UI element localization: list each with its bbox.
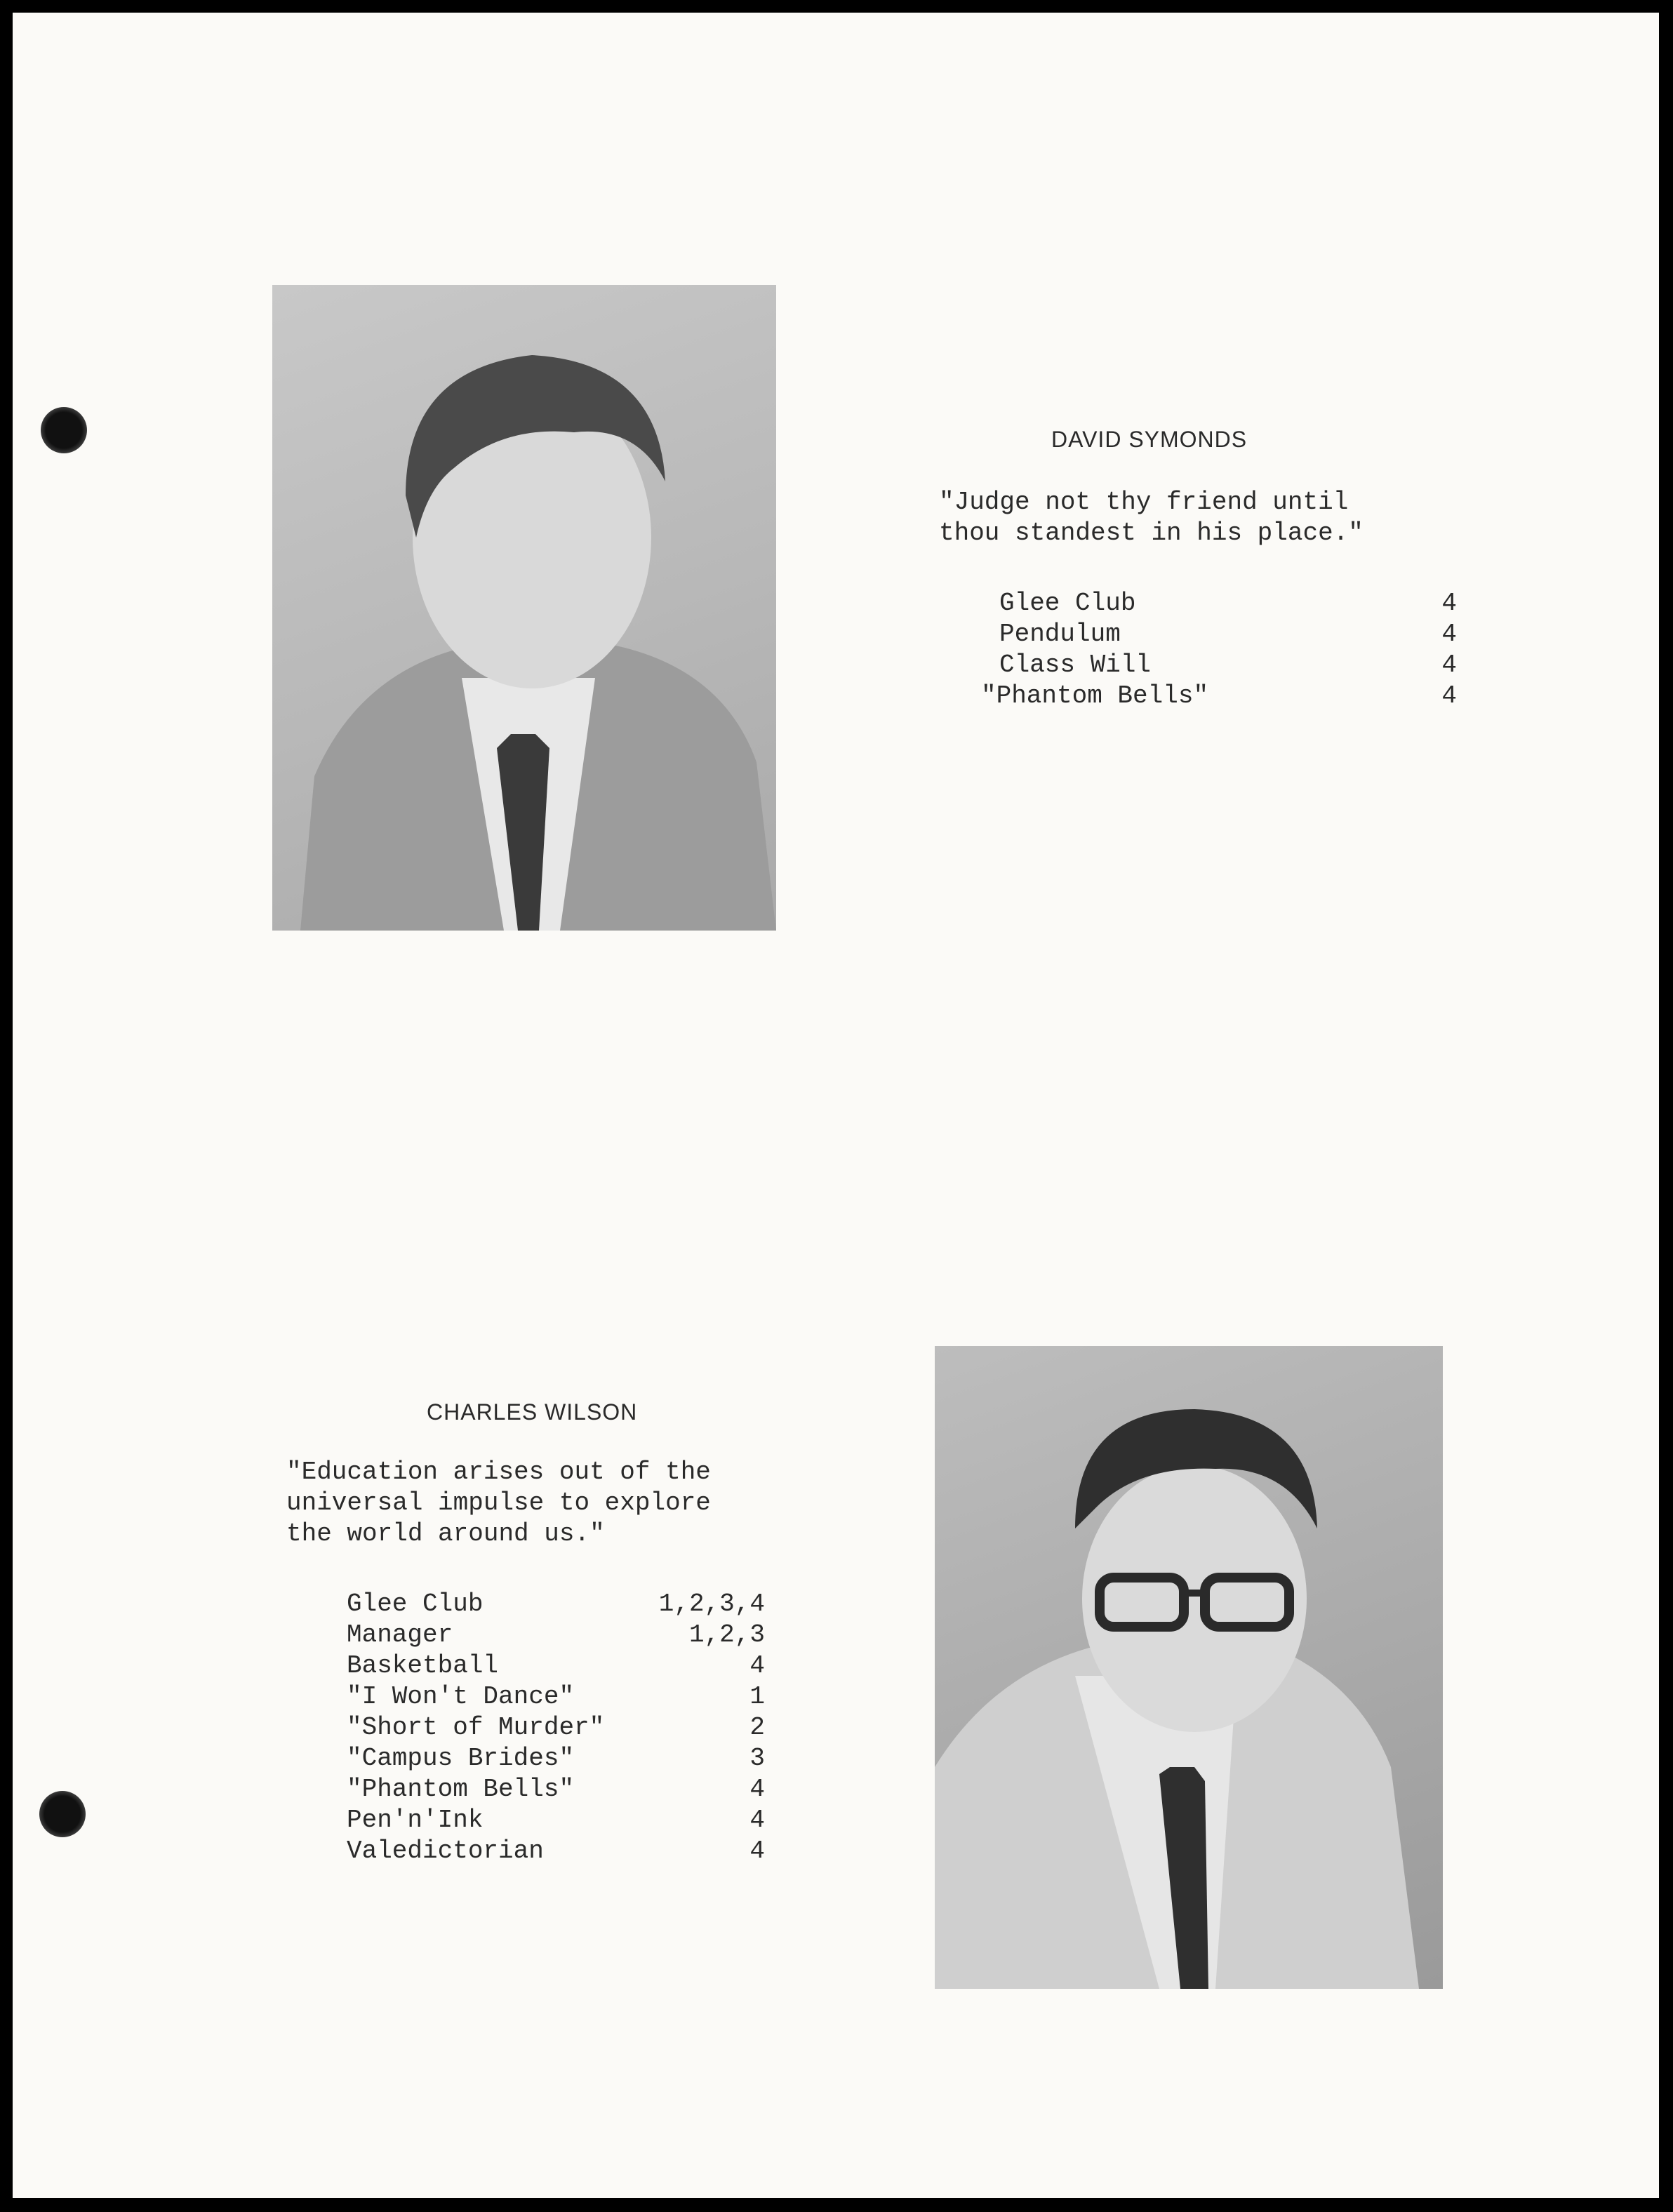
activity-row <box>347 1651 765 1681</box>
activity-label: Class Will <box>999 651 1152 679</box>
activity-row <box>981 681 1457 712</box>
activity-years: 4 <box>1441 620 1457 648</box>
activity-years: 4 <box>1441 651 1457 679</box>
activity-label: Glee Club <box>347 1590 484 1618</box>
binder-hole-bottom <box>39 1791 86 1837</box>
activity-years: 4 <box>749 1651 765 1680</box>
activity-row <box>347 1743 765 1774</box>
activity-label: Glee Club <box>999 589 1136 618</box>
activity-row <box>347 1774 765 1805</box>
activity-years: 4 <box>749 1806 765 1834</box>
activity-label: "I Won't Dance" <box>347 1682 575 1711</box>
activity-label: "Phantom Bells" <box>981 681 1209 710</box>
activity-label: Manager <box>347 1620 453 1649</box>
student-quote-2: "Education arises out of the universal impulse to explore the world around us." <box>286 1458 711 1548</box>
activity-label: "Short of Murder" <box>347 1713 605 1742</box>
activity-years: 4 <box>749 1775 765 1804</box>
portrait-photo-david-symonds <box>272 285 776 931</box>
activity-years: 1 <box>749 1682 765 1711</box>
activity-label: "Campus Brides" <box>347 1744 575 1773</box>
activity-years: 4 <box>749 1837 765 1865</box>
activity-row <box>347 1712 765 1743</box>
student-quote-1: "Judge not thy friend until thou standest in his place." <box>939 488 1364 547</box>
yearbook-page <box>13 13 1659 2198</box>
activity-years: 4 <box>1441 681 1457 710</box>
activity-years: 4 <box>1441 589 1457 618</box>
activity-label: "Phantom Bells" <box>347 1775 575 1804</box>
activity-years: 1,2,3 <box>688 1620 765 1649</box>
activity-years: 2 <box>749 1713 765 1742</box>
activity-list-1 <box>981 588 1457 712</box>
activity-row <box>981 588 1457 619</box>
activity-years: 3 <box>749 1744 765 1773</box>
activity-label: Basketball <box>347 1651 499 1680</box>
binder-hole-top <box>41 407 87 453</box>
activity-row <box>347 1589 765 1620</box>
activity-row <box>347 1620 765 1651</box>
portrait-photo-charles-wilson <box>935 1346 1443 1989</box>
activity-years: 1,2,3,4 <box>658 1590 765 1618</box>
activity-label: Valedictorian <box>347 1837 544 1865</box>
activity-list-2 <box>347 1589 765 1867</box>
activity-label: Pendulum <box>999 620 1121 648</box>
activity-row <box>981 650 1457 681</box>
student-name-2: CHARLES WILSON <box>427 1399 638 1425</box>
activity-row <box>981 619 1457 650</box>
activity-row <box>347 1836 765 1867</box>
activity-row <box>347 1805 765 1836</box>
activity-row <box>347 1681 765 1712</box>
student-name-1: DAVID SYMONDS <box>1051 427 1248 452</box>
activity-label: Pen'n'Ink <box>347 1806 484 1834</box>
